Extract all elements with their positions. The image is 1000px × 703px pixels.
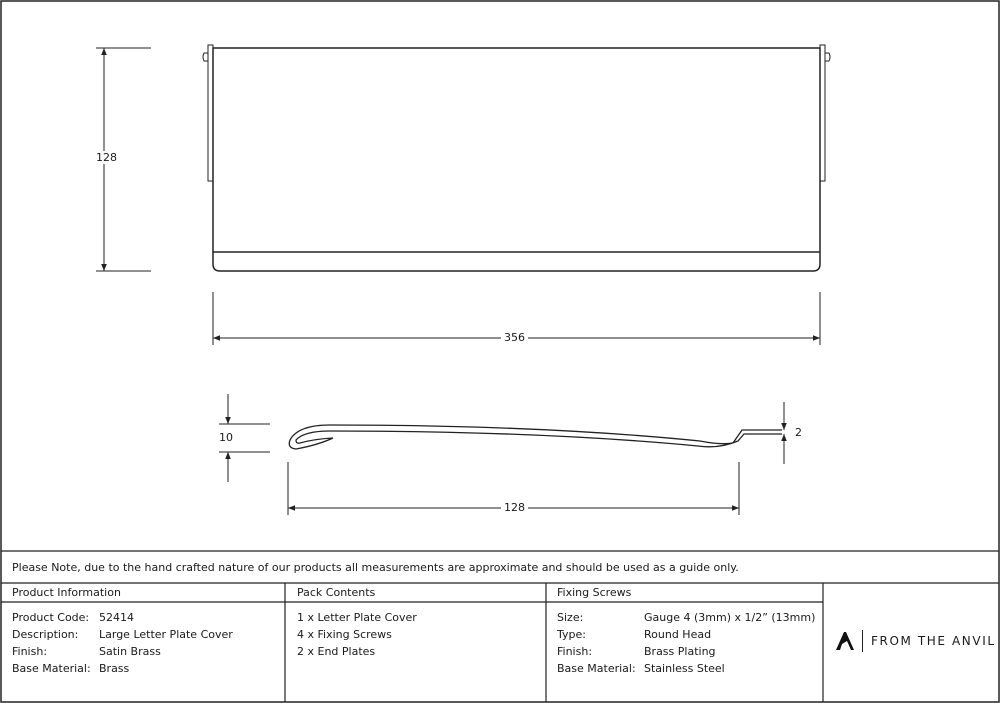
product-code-value: 52414	[99, 611, 134, 624]
brand-divider	[862, 630, 863, 652]
depth-dimension-label: 128	[501, 501, 528, 514]
description-label: Description:	[12, 628, 79, 641]
brand-logo	[834, 630, 996, 652]
screw-size-label: Size:	[557, 611, 584, 624]
pack-item: 1 x Letter Plate Cover	[297, 611, 417, 624]
description-value: Large Letter Plate Cover	[99, 628, 233, 641]
anvil-logo-icon	[834, 630, 856, 652]
height-dimension-label: 128	[93, 151, 120, 164]
product-information-title: Product Information	[12, 586, 121, 599]
screw-type-value: Round Head	[644, 628, 712, 641]
base-material-value: Brass	[99, 662, 130, 675]
front-view	[203, 45, 830, 271]
gap-dimension-label: 2	[792, 426, 805, 439]
sheet-border	[1, 1, 999, 702]
measurement-note: Please Note, due to the hand crafted nature of our products all measurements are approximate and should be used as a guide only.	[12, 561, 739, 574]
width-dimension-label: 356	[501, 331, 528, 344]
brand-name: FROM THE ANVIL	[871, 634, 996, 648]
side-profile	[289, 425, 782, 449]
screw-type-label: Type:	[557, 628, 586, 641]
screw-material-label: Base Material:	[557, 662, 636, 675]
pack-item: 4 x Fixing Screws	[297, 628, 392, 641]
base-material-label: Base Material:	[12, 662, 91, 675]
screw-finish-value: Brass Plating	[644, 645, 716, 658]
screw-finish-label: Finish:	[557, 645, 593, 658]
screw-size-value: Gauge 4 (3mm) x 1/2” (13mm)	[644, 611, 816, 624]
screw-material-value: Stainless Steel	[644, 662, 725, 675]
product-code-label: Product Code:	[12, 611, 90, 624]
thickness-dimension-label: 10	[216, 431, 236, 444]
fixing-screws-title: Fixing Screws	[557, 586, 632, 599]
finish-value: Satin Brass	[99, 645, 161, 658]
pack-item: 2 x End Plates	[297, 645, 376, 658]
pack-contents-title: Pack Contents	[297, 586, 376, 599]
finish-label: Finish:	[12, 645, 48, 658]
